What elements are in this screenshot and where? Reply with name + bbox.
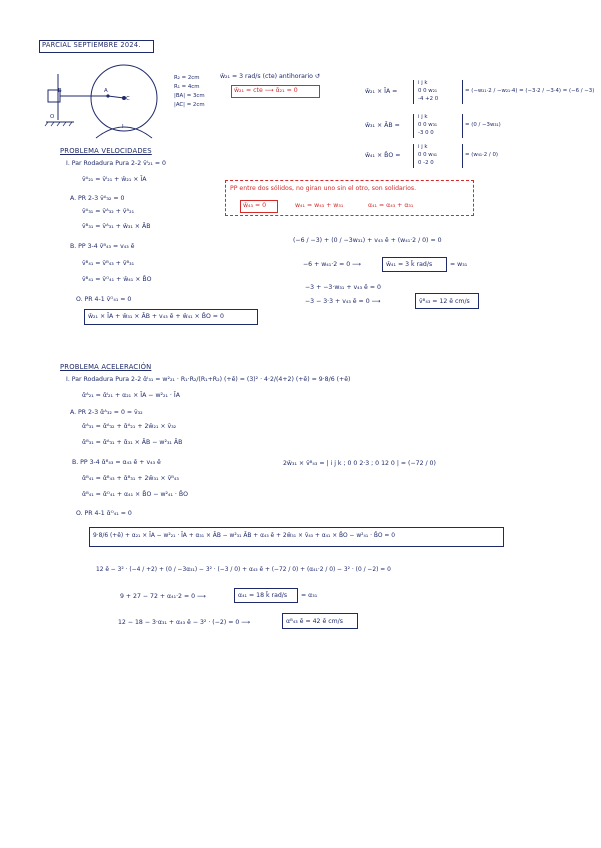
pp-note-text: PP entre dos sólidos, no giran uno sin el otro, son solidarios. <box>230 185 417 192</box>
acc-boxed: 9·8/6 (+ē) + α₂₁ × ĪA − w²₂₁ · ĪA + α₃₁ × ĀB − w²₃₁ ĀB + α₄₃ ē + 2w̄₃₁ × v̄₄₃ + α₄₁ × B̄O − w²₄₁ · B̄O = 0 <box>93 533 395 539</box>
vel-line-6: B. PP 3-4 v̄ᴮ₄₃ = v₄₃ ē <box>70 243 135 250</box>
diagram-label-a: A <box>104 88 108 94</box>
coriolis-term: 2w̄₃₁ × v̄ᴮ₄₃ = | i j k ; 0 0 2·3 ; 0 12 0 | = (−72 / 0) <box>283 460 436 467</box>
vel-line-8: v̄ᴮ₄₁ = v̄ᴼ₄₁ + w̄₄₁ × B̄O <box>82 276 152 283</box>
cross-1-row-3: -4 +2 0 <box>418 96 439 102</box>
acc-line-9: O. PR 4-1 ᾱᴼ₄₁ = 0 <box>76 510 132 517</box>
vel-sol-eq2: −6 + w₄₁·2 = 0 ⟶ <box>303 261 362 268</box>
data-ba: |BA| = 3cm <box>174 93 205 99</box>
acc-line-1: I. Par Rodadura Pura 2-2 ᾱᴵ₃₁ = w²₂₁ · R₁·R₂/(R₁+R₂) (+ē) = (3)² · 4·2/(4+2) (+ē) = 9·8/6 (+ē) <box>66 376 351 383</box>
pp-eq1: w̄₄₃ = 0 <box>243 202 267 209</box>
diagram-label-b: B <box>58 88 62 94</box>
vel-sol-eq3: −3 + −3·w₃₁ + v₄₃ ē = 0 <box>305 284 381 291</box>
vel-boxed: w̄₂₁ × ĪA + w̄₃₁ × ĀB + v₄₃ ē + w̄₄₁ × B̄O = 0 <box>88 313 224 320</box>
omega-const: w̄₂₁ = cte ⟶ ᾱ₂₁ = 0 <box>234 87 298 94</box>
vel-line-5: v̄ᴮ₃₁ = v̄ᴬ₃₁ + w̄₃₁ × ĀB <box>82 223 151 230</box>
aceleracion-heading: PROBLEMA ACELERACIÓN <box>60 363 152 371</box>
acc-res2b: = α₃₁ <box>301 592 318 599</box>
omega-given: w̄₂₁ = 3 rad/s (cte) antihorario ↺ <box>220 73 321 80</box>
acc-line-8: ᾱᴮ₄₁ = ᾱᴼ₄₁ + α₄₁ × B̄O − w²₄₁ · B̄O <box>82 491 188 498</box>
acc-line-7: ᾱᴮ₄₁ = ᾱᴮ₄₃ + ᾱᴮ₃₁ + 2w̄₃₁ × v̄ᴮ₄₃ <box>82 475 179 482</box>
acc-res3: αᴮ₄₃ ē = 42 ē cm/s <box>286 618 343 625</box>
diagram-label-c: C <box>126 96 130 102</box>
acc-eq1: 12 ē − 3² · (−4 / +2) + (0 / −3α₃₁) − 3² · (−3 / 0) + α₄₃ ē + (−72 / 0) + (α₄₁·2 / 0) − 3² · (0 / −2) = 0 <box>96 567 391 573</box>
cross-3-row-1: i j k <box>418 144 428 150</box>
vel-line-9: O. PR 4-1 v̄ᴼ₄₁ = 0 <box>76 296 132 303</box>
cross-1-row-1: i j k <box>418 80 428 86</box>
acc-line-3: A. PR 2-3 ᾱᴬ₃₂ = 0 = v̄₃₂ <box>70 409 143 416</box>
data-r2: R₂ = 2cm <box>174 75 200 81</box>
data-r1: R₁ = 4cm <box>174 84 200 90</box>
pp-eq2: w₄₁ = w₄₃ + w₃₁ <box>295 202 344 209</box>
vel-line-4: v̄ᴬ₃₁ = v̄ᴬ₃₂ + v̄ᴬ₂₁ <box>82 208 135 215</box>
page-title: PARCIAL SEPTIEMBRE 2024. <box>42 41 141 49</box>
cross-3-row-2: 0 0 w₄₁ <box>418 152 438 158</box>
cross-2-lhs: w̄₃₁ × ĀB = <box>365 122 400 129</box>
acc-res2: α₄₁ = 18 k̄ rad/s <box>238 592 288 599</box>
cross-2-row-2: 0 0 w₃₁ <box>418 122 438 128</box>
pp-eq3: α₄₁ = α₄₃ + α₃₁ <box>368 202 414 209</box>
cross-2-result: = (0 / −3w₃₁) <box>465 122 501 128</box>
cross-3-lhs: w̄₄₁ × B̄O = <box>365 152 401 159</box>
acc-line-6: B. PP 3-4 ᾱᴮ₄₃ = α₄₃ ē + v₄₃ ē <box>72 459 161 466</box>
vel-sol-res2b: = w₃₁ <box>450 261 468 268</box>
diagram-label-i: I <box>122 124 124 130</box>
velocidades-heading: PROBLEMA VELOCIDADES <box>60 147 152 155</box>
cross-3-row-3: 0 -2 0 <box>418 160 434 166</box>
cross-2-row-1: i j k <box>418 114 428 120</box>
acc-line-5: ᾱᴮ₃₁ = ᾱᴬ₃₁ + ᾱ₃₁ × ĀB − w²₃₁ ĀB <box>82 439 183 446</box>
acc-line-2: ᾱᴬ₂₁ = ᾱᴵ₂₁ + α₂₁ × ĪA − w²₂₁ · ĪA <box>82 392 180 399</box>
acc-line-4: ᾱᴬ₃₁ = ᾱᴬ₃₂ + ᾱᴬ₂₁ + 2w̄₂₁ × v̄₃₂ <box>82 423 177 430</box>
acc-eq2: 9 + 27 − 72 + α₄₁·2 = 0 ⟶ <box>120 593 206 600</box>
vel-sol-res4: v̄ᴮ₄₃ = 12 ē cm/s <box>419 298 470 305</box>
acc-eq3: 12 − 18 − 3·α₃₁ + α₄₃ ē − 3² · (−2) = 0 ⟶ <box>118 619 251 626</box>
cross-3-result: = (w₄₁·2 / 0) <box>465 152 498 158</box>
vel-sol-eq1: (−6 / −3) + (0 / −3w₃₁) + v₄₃ ē + (w₄₁·2 / 0) = 0 <box>293 237 442 244</box>
cross-1-row-2: 0 0 w₂₁ <box>418 88 438 94</box>
vel-sol-eq4: −3 − 3·3 + v₄₃ ē = 0 ⟶ <box>305 298 381 305</box>
mechanism-diagram <box>38 60 158 140</box>
vel-line-2: v̄ᴬ₂₁ = v̄ᴵ₂₁ + w̄₂₁ × ĪA <box>82 176 147 183</box>
vel-line-3: A. PR 2-3 v̄ᴬ₃₂ = 0 <box>70 195 125 202</box>
cross-2-row-3: -3 0 0 <box>418 130 434 136</box>
vel-sol-res2: w̄₄₁ = 3 k̄ rad/s <box>386 261 433 268</box>
vel-line-1: I. Par Rodadura Pura 2-2 v̄ᴵ₂₁ = 0 <box>66 160 166 167</box>
diagram-label-o: O <box>50 114 55 120</box>
cross-1-result: = (−w₂₁·2 / −w₂₁·4) = (−3·2 / −3·4) = (−6 / −3) <box>465 88 595 94</box>
data-ac: |AC| = 2cm <box>174 102 205 108</box>
cross-1-lhs: w̄₂₁ × ĪA = <box>365 88 398 95</box>
vel-line-7: v̄ᴮ₄₁ = v̄ᴮ₄₃ + v̄ᴮ₃₁ <box>82 260 135 267</box>
